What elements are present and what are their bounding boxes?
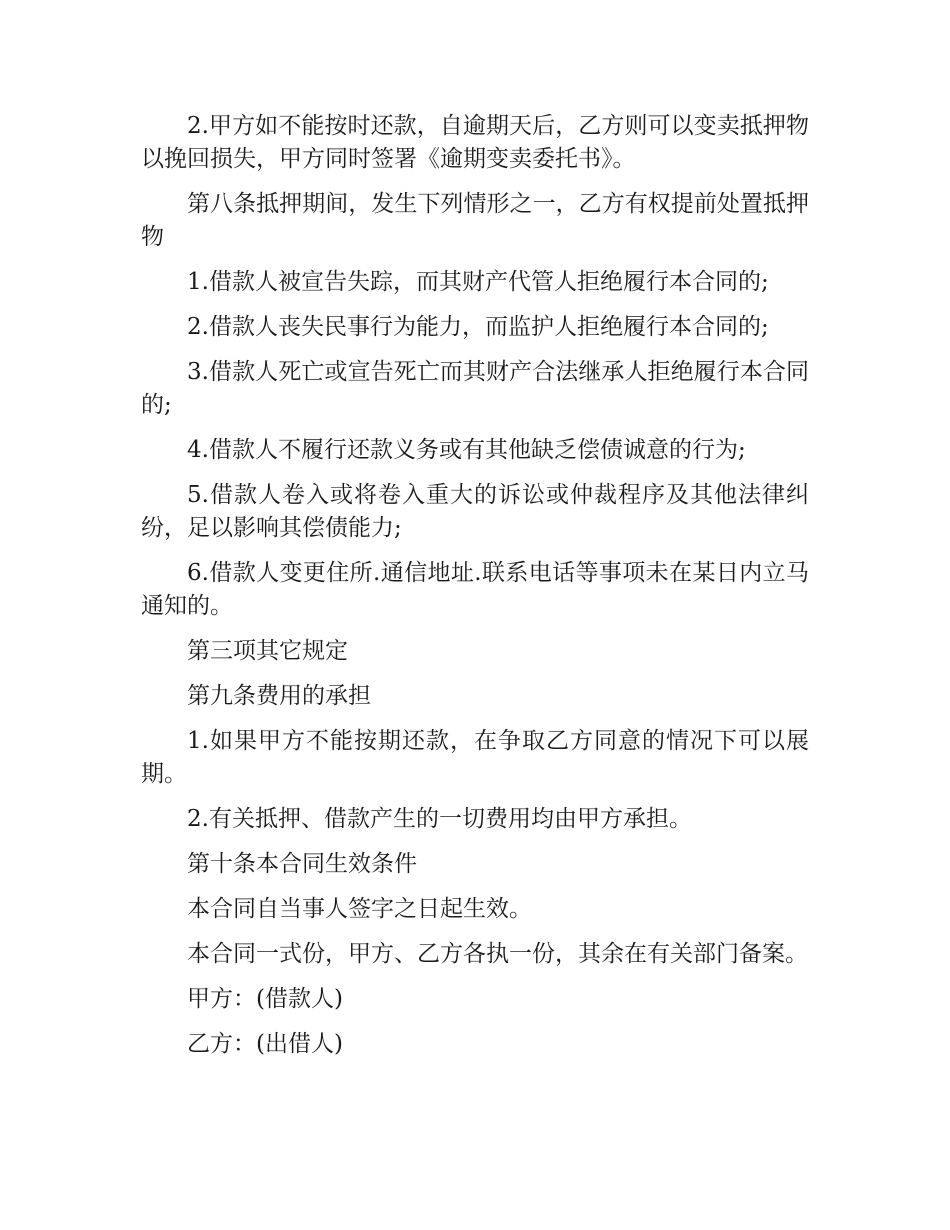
clause-9-2: 2.有关抵押、借款产生的一切费用均由甲方承担。 [187,806,692,832]
copies-clause: 本合同一式份，甲方、乙方各执一份，其余在有关部门备案。 [187,941,808,967]
article-9-heading: 第九条费用的承担 [187,683,371,709]
party-b-signature: 乙方：(出借人) [187,1031,343,1057]
clause-8-3: 3.借款人死亡或宣告死亡而其财产合法继承人拒绝履行本合同的; [141,359,809,418]
clause-8-4: 4.借款人不履行还款义务或有其他缺乏偿债诚意的行为; [187,437,746,463]
clause-8-5: 5.借款人卷入或将卷入重大的诉讼或仲裁程序及其他法律纠纷，足以影响其偿债能力; [141,482,809,541]
paragraph-overdue-sale: 2.甲方如不能按时还款，自逾期天后，乙方则可以变卖抵押物以挽回损失，甲方同时签署《逾期变卖委托书》。 [141,113,809,172]
clause-8-1: 1.借款人被宣告失踪，而其财产代管人拒绝履行本合同的; [187,269,769,295]
clause-9-1: 1.如果甲方不能按期还款，在争取乙方同意的情况下可以展期。 [141,728,809,787]
article-8-heading: 第八条抵押期间，发生下列情形之一，乙方有权提前处置抵押物 [141,191,809,250]
document-page [141,110,809,1073]
article-10-heading: 第十条本合同生效条件 [187,851,417,877]
section-3-heading: 第三项其它规定 [187,638,348,664]
clause-8-6: 6.借款人变更住所.通信地址.联系电话等事项未在某日内立马通知的。 [141,560,809,619]
clause-8-2: 2.借款人丧失民事行为能力，而监护人拒绝履行本合同的; [187,314,769,340]
effective-clause: 本合同自当事人签字之日起生效。 [187,896,532,922]
party-a-signature: 甲方：(借款人) [187,986,343,1012]
